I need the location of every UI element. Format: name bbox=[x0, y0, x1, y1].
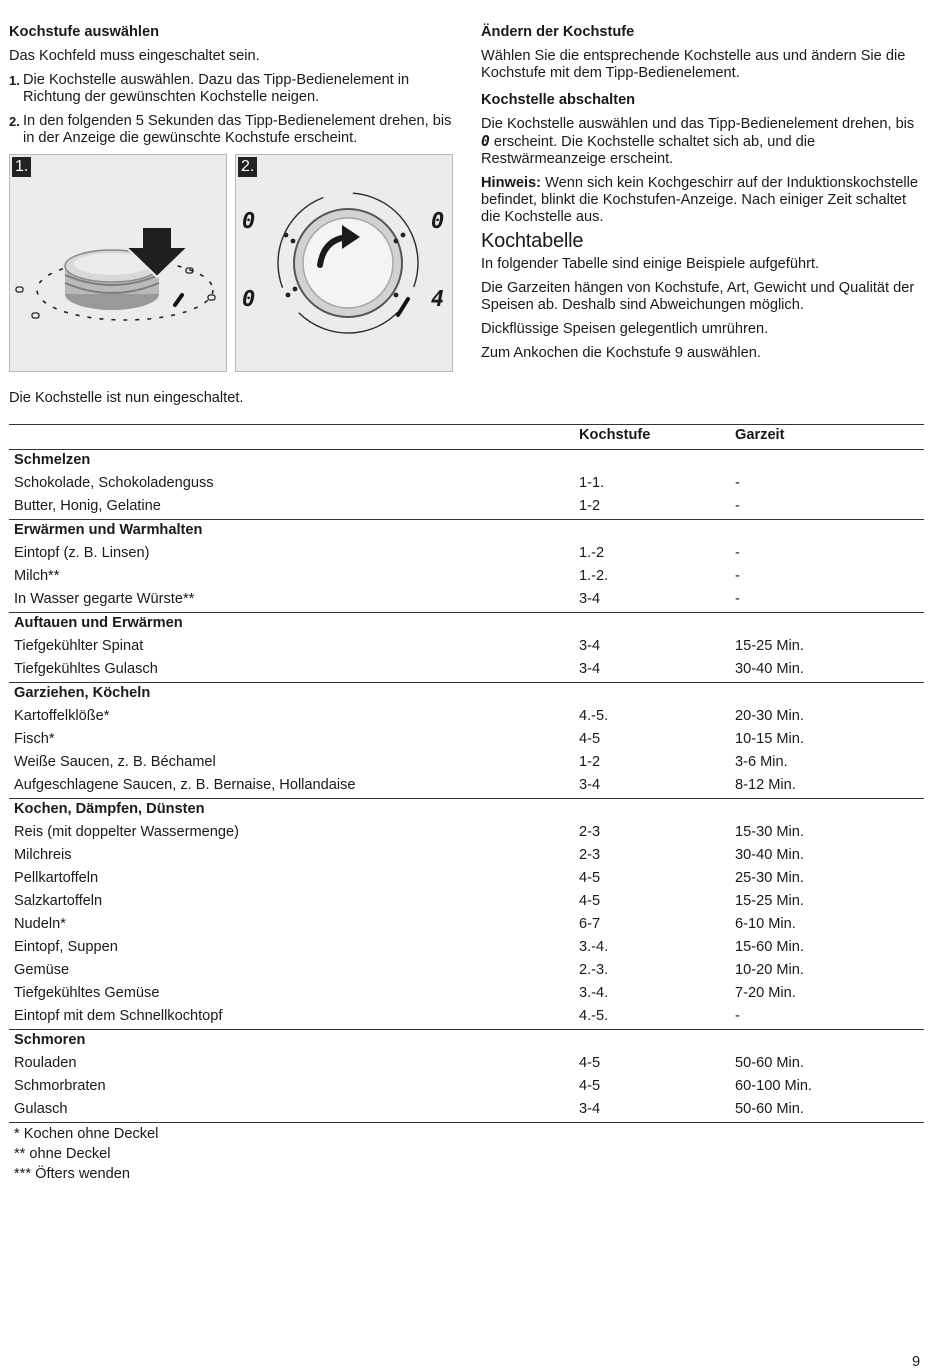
display-digit: 0 bbox=[242, 287, 256, 312]
time-cell: 15-25 Min. bbox=[735, 893, 804, 909]
time-cell: 15-25 Min. bbox=[735, 638, 804, 654]
time-cell: 10-20 Min. bbox=[735, 962, 804, 978]
time-cell: 3-6 Min. bbox=[735, 754, 788, 770]
time-cell: - bbox=[735, 568, 740, 584]
time-cell: - bbox=[735, 545, 740, 561]
table-intro-paragraph: Dickflüssige Speisen gelegentlich umrühren. bbox=[481, 321, 769, 337]
display-digit: 0 bbox=[431, 209, 445, 234]
table-group-row bbox=[9, 1030, 924, 1053]
cooking-table-heading: Kochtabelle bbox=[481, 230, 584, 252]
table-row bbox=[9, 1006, 924, 1029]
figure-caption: Die Kochstelle ist nun eingeschaltet. bbox=[9, 390, 244, 406]
table-row bbox=[9, 706, 924, 729]
page-number: 9 bbox=[912, 1354, 921, 1370]
table-group-row bbox=[9, 799, 924, 822]
switch-off-text-part: Die Kochstelle auswählen und das Tipp-Bedienelement drehen, bis bbox=[481, 116, 915, 132]
table-row bbox=[9, 473, 924, 496]
dish-cell: Milchreis bbox=[14, 847, 72, 863]
figure-badge: 2. bbox=[238, 157, 257, 177]
table-group-row bbox=[9, 520, 924, 543]
table-row bbox=[9, 960, 924, 983]
level-cell: 3-4 bbox=[579, 777, 601, 793]
table-row bbox=[9, 822, 924, 845]
dish-cell: Butter, Honig, Gelatine bbox=[14, 498, 161, 514]
illustration-turn-control bbox=[235, 154, 453, 372]
display-digit: 4 bbox=[431, 287, 445, 312]
time-cell: 50-60 Min. bbox=[735, 1055, 804, 1071]
dish-cell: Kartoffelklöße* bbox=[14, 708, 110, 724]
hint-label: Hinweis: bbox=[481, 175, 542, 191]
footnote: *** Öfters wenden bbox=[14, 1166, 131, 1182]
table-intro-paragraph: In folgender Tabelle sind einige Beispiele aufgeführt. bbox=[481, 256, 820, 272]
dish-cell: Milch** bbox=[14, 568, 60, 584]
table-row bbox=[9, 1099, 924, 1122]
time-cell: 8-12 Min. bbox=[735, 777, 796, 793]
table-group-row bbox=[9, 683, 924, 706]
time-cell: 30-40 Min. bbox=[735, 661, 804, 677]
footnote: * Kochen ohne Deckel bbox=[14, 1126, 159, 1142]
section-heading-change-level: Ändern der Kochstufe bbox=[481, 24, 635, 40]
time-cell: 30-40 Min. bbox=[735, 847, 804, 863]
level-cell: 1-2 bbox=[579, 754, 601, 770]
dish-cell: Eintopf, Suppen bbox=[14, 939, 118, 955]
time-cell: 25-30 Min. bbox=[735, 870, 804, 886]
level-cell: 2-3 bbox=[579, 847, 601, 863]
illustrations bbox=[9, 154, 455, 372]
step-item bbox=[9, 72, 455, 106]
time-cell: - bbox=[735, 1008, 740, 1024]
dish-cell: Pellkartoffeln bbox=[14, 870, 99, 886]
level-cell: 3-4 bbox=[579, 591, 601, 607]
level-cell: 3.-4. bbox=[579, 939, 609, 955]
level-cell: 4-5 bbox=[579, 1055, 601, 1071]
switch-off-text-part: erscheint. Die Kochstelle schaltet sich ab, und die Restwärmeanzeige erscheint. bbox=[481, 134, 816, 167]
table-row bbox=[9, 589, 924, 612]
level-cell: 4-5 bbox=[579, 870, 601, 886]
table-row bbox=[9, 566, 924, 589]
section-heading-select-level: Kochstufe auswählen bbox=[9, 24, 160, 40]
dish-cell: Schokolade, Schokoladenguss bbox=[14, 475, 214, 491]
table-row bbox=[9, 636, 924, 659]
level-cell: 4.-5. bbox=[579, 1008, 609, 1024]
table-row bbox=[9, 543, 924, 566]
step-text: In den folgenden 5 Sekunden das Tipp-Bedienelement drehen, bis in der Anzeige die gewünschte Kochstufe erscheint. bbox=[23, 113, 452, 146]
table-body bbox=[9, 450, 924, 1122]
dish-cell: Fisch* bbox=[14, 731, 55, 747]
table-row bbox=[9, 891, 924, 914]
right-column bbox=[481, 24, 924, 369]
section-heading-switch-off: Kochstelle abschalten bbox=[481, 92, 636, 108]
dish-cell: Reis (mit doppelter Wassermenge) bbox=[14, 824, 239, 840]
level-cell: 6-7 bbox=[579, 916, 601, 932]
dish-cell: Rouladen bbox=[14, 1055, 77, 1071]
step-number: 1. bbox=[9, 73, 20, 88]
dish-cell: Tiefgekühltes Gulasch bbox=[14, 661, 158, 677]
table-group bbox=[9, 519, 924, 612]
level-cell: 2.-3. bbox=[579, 962, 609, 978]
dish-cell: Weiße Saucen, z. B. Béchamel bbox=[14, 754, 216, 770]
switch-off-text bbox=[481, 116, 924, 168]
hint-text: Wenn sich kein Kochgeschirr auf der Induktionskochstelle befindet, blinkt die Kochstufen-Anzeige. Nach einiger Zeit schaltet die Kochstelle aus. bbox=[481, 175, 918, 225]
group-title: Schmoren bbox=[14, 1032, 86, 1048]
time-cell: - bbox=[735, 498, 740, 514]
table-row bbox=[9, 752, 924, 775]
time-cell: 6-10 Min. bbox=[735, 916, 796, 932]
level-cell: 4-5 bbox=[579, 893, 601, 909]
level-cell: 3-4 bbox=[579, 638, 601, 654]
table-group bbox=[9, 612, 924, 682]
table-intro-paragraph: Zum Ankochen die Kochstufe 9 auswählen. bbox=[481, 345, 761, 361]
hint-paragraph bbox=[481, 175, 924, 226]
table-row bbox=[9, 729, 924, 752]
table-row bbox=[9, 775, 924, 798]
step-number: 2. bbox=[9, 114, 20, 129]
table-header-row bbox=[9, 424, 924, 450]
level-cell: 1.-2 bbox=[579, 545, 605, 561]
table-row bbox=[9, 1076, 924, 1099]
table-group bbox=[9, 798, 924, 1029]
dish-cell: Schmorbraten bbox=[14, 1078, 106, 1094]
group-title: Garziehen, Köcheln bbox=[14, 685, 151, 701]
table-row bbox=[9, 868, 924, 891]
table-footnotes bbox=[9, 1123, 924, 1184]
level-cell: 4.-5. bbox=[579, 708, 609, 724]
steps-list bbox=[9, 72, 455, 147]
time-cell: 15-30 Min. bbox=[735, 824, 804, 840]
dish-cell: In Wasser gegarte Würste** bbox=[14, 591, 195, 607]
dish-cell: Salzkartoffeln bbox=[14, 893, 103, 909]
time-cell: 50-60 Min. bbox=[735, 1101, 804, 1117]
dish-cell: Tiefgekühltes Gemüse bbox=[14, 985, 160, 1001]
level-cell: 4-5 bbox=[579, 731, 601, 747]
dish-cell: Gulasch bbox=[14, 1101, 68, 1117]
table-group bbox=[9, 450, 924, 519]
intro-text: Das Kochfeld muss eingeschaltet sein. bbox=[9, 48, 260, 64]
level-cell: 3-4 bbox=[579, 1101, 601, 1117]
level-cell: 3.-4. bbox=[579, 985, 609, 1001]
display-digit: 0 bbox=[242, 209, 256, 234]
time-cell: - bbox=[735, 591, 740, 607]
dish-cell: Nudeln* bbox=[14, 916, 66, 932]
table-row bbox=[9, 937, 924, 960]
table-row bbox=[9, 1053, 924, 1076]
table-group-row bbox=[9, 450, 924, 473]
table-group bbox=[9, 1029, 924, 1122]
table-row bbox=[9, 659, 924, 682]
time-cell: 15-60 Min. bbox=[735, 939, 804, 955]
knob-turn-illustration bbox=[236, 155, 454, 373]
table-row bbox=[9, 845, 924, 868]
step-item bbox=[9, 113, 455, 147]
left-column bbox=[9, 24, 455, 372]
column-header-level: Kochstufe bbox=[579, 427, 651, 443]
change-text: Wählen Sie die entsprechende Kochstelle aus und ändern Sie die Kochstufe mit dem Tipp-Bedienelement. bbox=[481, 48, 906, 81]
table-row bbox=[9, 496, 924, 519]
footnote: ** ohne Deckel bbox=[14, 1146, 111, 1162]
group-title: Erwärmen und Warmhalten bbox=[14, 522, 203, 538]
dish-cell: Aufgeschlagene Saucen, z. B. Bernaise, Hollandaise bbox=[14, 777, 356, 793]
display-zero-symbol: 0 bbox=[481, 133, 490, 150]
level-cell: 1-1. bbox=[579, 475, 605, 491]
step-text: Die Kochstelle auswählen. Dazu das Tipp-Bedienelement in Richtung der gewünschten Kochstelle neigen. bbox=[23, 72, 410, 105]
level-cell: 3-4 bbox=[579, 661, 601, 677]
time-cell: - bbox=[735, 475, 740, 491]
time-cell: 60-100 Min. bbox=[735, 1078, 813, 1094]
group-title: Schmelzen bbox=[14, 452, 91, 468]
group-title: Kochen, Dämpfen, Dünsten bbox=[14, 801, 205, 817]
illustration-select-zone bbox=[9, 154, 227, 372]
knob-press-illustration bbox=[10, 155, 228, 373]
level-cell: 1.-2. bbox=[579, 568, 609, 584]
level-cell: 4-5 bbox=[579, 1078, 601, 1094]
cooking-table bbox=[9, 424, 924, 1184]
dish-cell: Gemüse bbox=[14, 962, 70, 978]
time-cell: 7-20 Min. bbox=[735, 985, 796, 1001]
time-cell: 20-30 Min. bbox=[735, 708, 804, 724]
table-row bbox=[9, 914, 924, 937]
table-intro-paragraph: Die Garzeiten hängen von Kochstufe, Art, Gewicht und Qualität der Speisen ab. Deshalb sind Abweichungen möglich. bbox=[481, 280, 915, 313]
column-header-time: Garzeit bbox=[735, 427, 785, 443]
table-group bbox=[9, 682, 924, 798]
level-cell: 2-3 bbox=[579, 824, 601, 840]
level-cell: 1-2 bbox=[579, 498, 601, 514]
table-row bbox=[9, 983, 924, 1006]
dish-cell: Eintopf (z. B. Linsen) bbox=[14, 545, 150, 561]
time-cell: 10-15 Min. bbox=[735, 731, 804, 747]
table-group-row bbox=[9, 613, 924, 636]
dish-cell: Eintopf mit dem Schnellkochtopf bbox=[14, 1008, 223, 1024]
dish-cell: Tiefgekühlter Spinat bbox=[14, 638, 144, 654]
figure-badge: 1. bbox=[12, 157, 31, 177]
group-title: Auftauen und Erwärmen bbox=[14, 615, 183, 631]
